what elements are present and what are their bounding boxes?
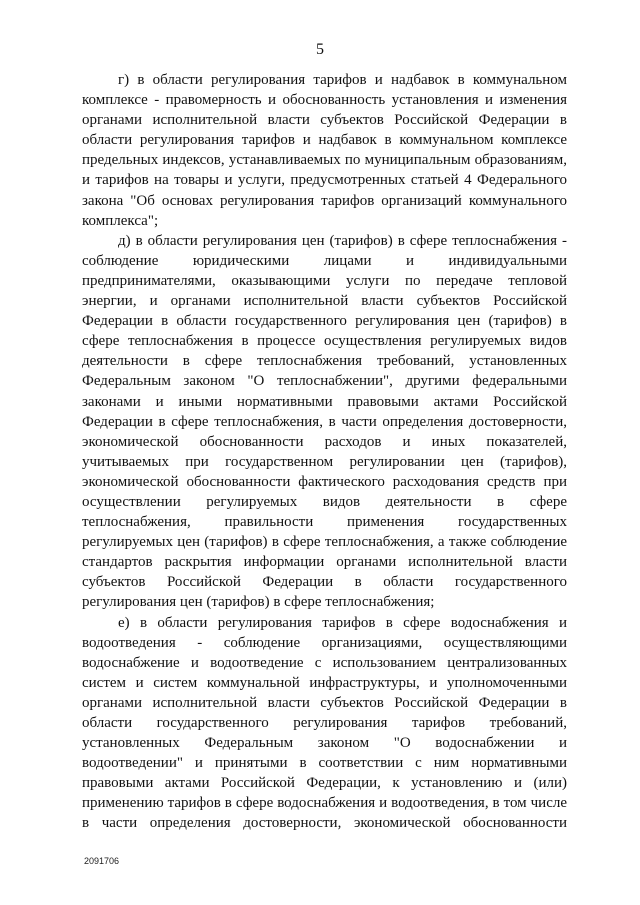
text-line: предельных индексов, устанавливаемых по муниципальным образованиям, (82, 152, 567, 169)
text-line: Федерации в области государственного регулирования цен (тарифов) в (82, 313, 567, 330)
text-line: энергии, и органами исполнительной власти субъектов Российской (82, 293, 567, 310)
text-line: водоснабжение и водоотведение с использованием централизованных (82, 654, 567, 671)
text-line: органами исполнительной власти субъектов Российской Федерации в (82, 694, 567, 711)
text-line: деятельности в сфере теплоснабжения требований, установленных (82, 353, 567, 370)
text-line: систем и систем коммунальной инфраструктуры, и уполномоченными (82, 674, 567, 691)
body-text (82, 70, 567, 834)
document-code: 2091706 (84, 856, 120, 866)
text-line: и тарифов на товары и услуги, предусмотренных статьей 4 Федерального (82, 172, 567, 189)
text-line: установленных Федеральным законом "О водоснабжении и (82, 735, 567, 752)
page-number: 5 (316, 41, 324, 58)
text-line: Федеральным законом "О теплоснабжении", другими федеральными (82, 373, 567, 390)
text-line: водоотведения - соблюдение организациями, осуществляющими (82, 634, 567, 651)
text-line: стандартов раскрытия информации органами исполнительной власти (82, 554, 567, 571)
text-line: д) в области регулирования цен (тарифов) в сфере теплоснабжения - (118, 232, 567, 249)
text-line: применению тарифов в сфере водоснабжения и водоотведения, в том числе (82, 795, 567, 812)
text-line: г) в области регулирования тарифов и надбавок в коммунальном (118, 72, 567, 88)
text-line: экономической обоснованности расходов и иных показателей, (82, 433, 567, 450)
text-line: учитываемых при государственном регулировании цен (тарифов), (82, 453, 567, 470)
text-line: закона "Об основах регулирования тарифов организаций коммунального (82, 192, 567, 209)
text-line: экономической обоснованности фактического расходования средств при (82, 473, 567, 490)
text-line: теплоснабжения, правильности применения государственных (82, 514, 567, 531)
text-line: комплексе - правомерность и обоснованность установления и изменения (82, 92, 567, 109)
text-line: е) в области регулирования тарифов в сфере водоснабжения и (118, 614, 567, 631)
text-line: законами и иными нормативными правовыми актами Российской (82, 393, 567, 410)
text-line: субъектов Российской Федерации в области государственного (82, 574, 567, 591)
text-line: сфере теплоснабжения в процессе осуществления регулируемых видов (82, 333, 567, 350)
text-line: органами исполнительной власти субъектов Российской Федерации в (82, 112, 567, 129)
text-line: Федерации в сфере теплоснабжения, в части определения достоверности, (82, 413, 567, 430)
text-line: правовыми актами Российской Федерации, к установлению и (или) (82, 775, 567, 792)
text-line: области государственного регулирования тарифов требований, (82, 715, 567, 731)
text-line: области регулирования тарифов и надбавок в коммунальном комплексе (82, 132, 567, 149)
text-line: водоотведении" и принятыми в соответствии с ним нормативными (82, 755, 567, 772)
text-line: соблюдение юридическими лицами и индивидуальными (82, 252, 567, 269)
text-line: регулирования цен (тарифов) в сфере теплоснабжения; (82, 594, 435, 611)
text-line: комплекса"; (82, 212, 159, 229)
text-line: осуществлении регулируемых видов деятельности в сфере (82, 493, 567, 510)
text-line: предпринимателями, оказывающими услуги по передаче тепловой (82, 272, 567, 289)
text-line: в части определения достоверности, экономической обоснованности (82, 815, 567, 832)
text-line: регулируемых цен (тарифов) в сфере теплоснабжения, а также соблюдение (82, 534, 567, 551)
